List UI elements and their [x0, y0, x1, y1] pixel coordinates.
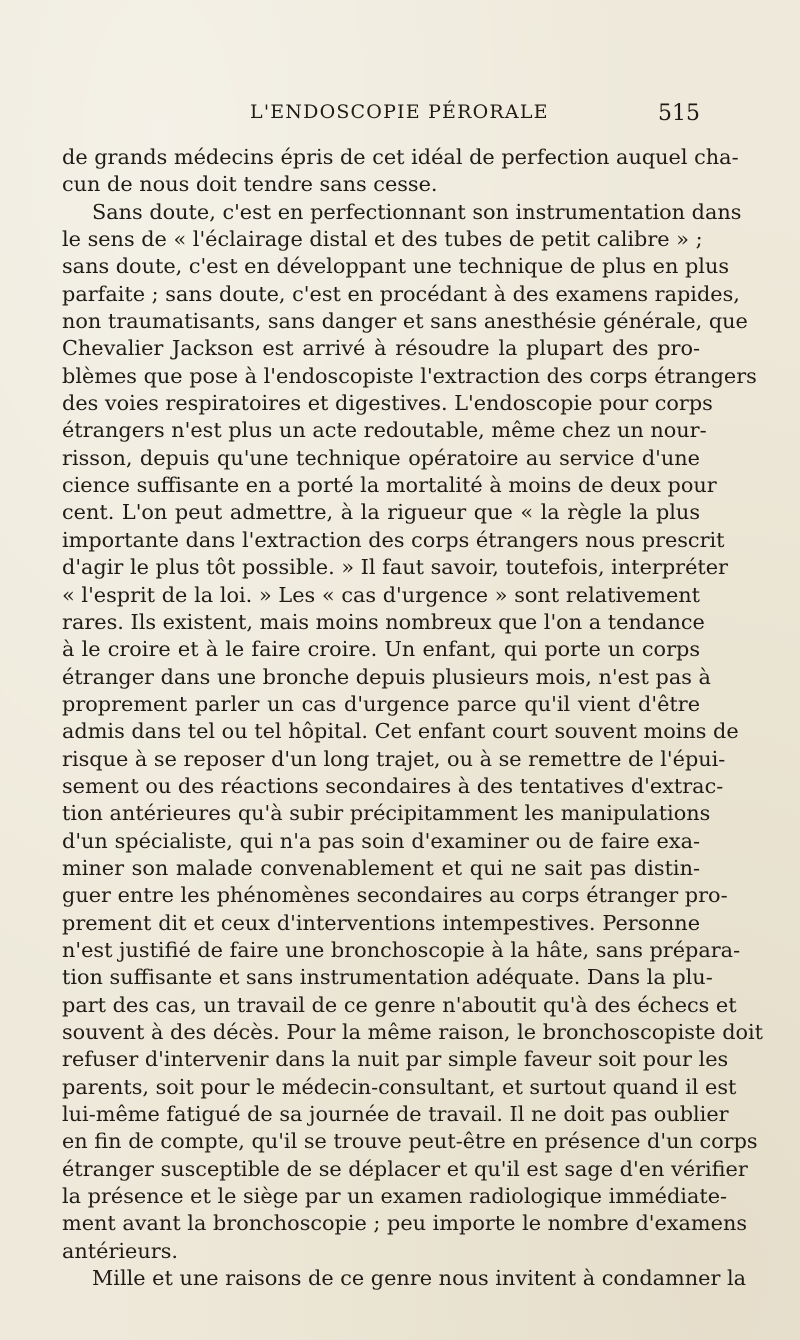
text-line: blèmes que pose à l'endoscopiste l'extraction des corps étrangers: [62, 363, 757, 388]
text-line: risson, depuis qu'une technique opératoire au service d'une: [62, 445, 700, 470]
text-line: admis dans tel ou tel hôpital. Cet enfant court souvent moins de: [62, 719, 739, 744]
text-line: tion suffisante et sans instrumentation adéquate. Dans la plu-: [62, 965, 713, 990]
text-line: cent. L'on peut admettre, à la rigueur que « la règle la plus: [62, 500, 700, 525]
page-number: 515: [658, 101, 700, 126]
text-line: sans doute, c'est en développant une technique de plus en plus: [62, 254, 730, 279]
text-line: étrangers n'est plus un acte redoutable, même chez un nour-: [62, 418, 707, 443]
text-line: d'agir le plus tôt possible. » Il faut savoir, toutefois, interpréter: [62, 555, 728, 580]
text-line: parents, soit pour le médecin-consultant, et surtout quand il est: [62, 1074, 737, 1099]
text-line: ment avant la bronchoscopie ; peu importe le nombre d'examens: [62, 1211, 748, 1236]
text-line: risque à se reposer d'un long trajet, ou à se remettre de l'épui-: [62, 746, 726, 771]
body-text: [62, 144, 764, 1292]
running-title: L'ENDOSCOPIE PÉRORALE: [250, 101, 549, 123]
text-line: cun de nous doit tendre sans cesse.: [62, 172, 438, 197]
text-line: refuser d'intervenir dans la nuit par simple faveur soit pour les: [62, 1047, 729, 1072]
text-line: des voies respiratoires et digestives. L'endoscopie pour corps: [62, 391, 713, 416]
text-line: miner son malade convenablement et qui ne sait pas distin-: [62, 855, 700, 880]
text-line: part des cas, un travail de ce genre n'aboutit qu'à des échecs et: [62, 992, 737, 1017]
text-line: lui-même fatigué de sa journée de travail. Il ne doit pas oublier: [62, 1102, 729, 1127]
text-line: Mille et une raisons de ce genre nous invitent à condamner la: [92, 1266, 747, 1291]
text-line: rares. Ils existent, mais moins nombreux que l'on a tendance: [62, 609, 705, 634]
text-line: à le croire et à le faire croire. Un enfant, qui porte un corps: [62, 637, 700, 662]
page-header: [62, 101, 700, 131]
text-line: parfaite ; sans doute, c'est en procédant à des examens rapides,: [62, 281, 740, 306]
text-line: Chevalier Jackson est arrivé à résoudre la plupart des pro-: [62, 336, 700, 361]
text-line: antérieurs.: [62, 1238, 178, 1263]
text-line: « l'esprit de la loi. » Les « cas d'urgence » sont relativement: [62, 582, 700, 607]
text-line: guer entre les phénomènes secondaires au corps étranger pro-: [62, 883, 728, 908]
text-line: proprement parler un cas d'urgence parce qu'il vient d'être: [62, 691, 700, 716]
text-line: la présence et le siège par un examen radiologique immédiate-: [62, 1184, 728, 1209]
text-line: d'un spécialiste, qui n'a pas soin d'examiner ou de faire exa-: [62, 828, 700, 853]
text-line: le sens de « l'éclairage distal et des tubes de petit calibre » ;: [62, 227, 703, 252]
text-line: Sans doute, c'est en perfectionnant son instrumentation dans: [92, 199, 742, 224]
text-line: sement ou des réactions secondaires à des tentatives d'extrac-: [62, 773, 724, 798]
text-line: souvent à des décès. Pour la même raison, le bronchoscopiste doit: [62, 1020, 764, 1044]
text-line: importante dans l'extraction des corps étrangers nous prescrit: [62, 527, 725, 552]
text-line: non traumatisants, sans danger et sans anesthésie générale, que: [62, 309, 748, 334]
text-line: étranger susceptible de se déplacer et qu'il est sage d'en vérifier: [62, 1156, 748, 1181]
text-line: cience suffisante en a porté la mortalité à moins de deux pour: [62, 473, 717, 498]
text-line: tion antérieures qu'à subir précipitamment les manipulations: [62, 801, 711, 826]
text-line: étranger dans une bronche depuis plusieurs mois, n'est pas à: [62, 664, 711, 689]
text-line: de grands médecins épris de cet idéal de perfection auquel cha-: [62, 145, 739, 169]
text-line: prement dit et ceux d'interventions intempestives. Personne: [62, 910, 700, 935]
text-line: n'est justifié de faire une bronchoscopie à la hâte, sans prépara-: [62, 937, 741, 962]
text-line: en fin de compte, qu'il se trouve peut-être en présence d'un corps: [62, 1129, 758, 1154]
